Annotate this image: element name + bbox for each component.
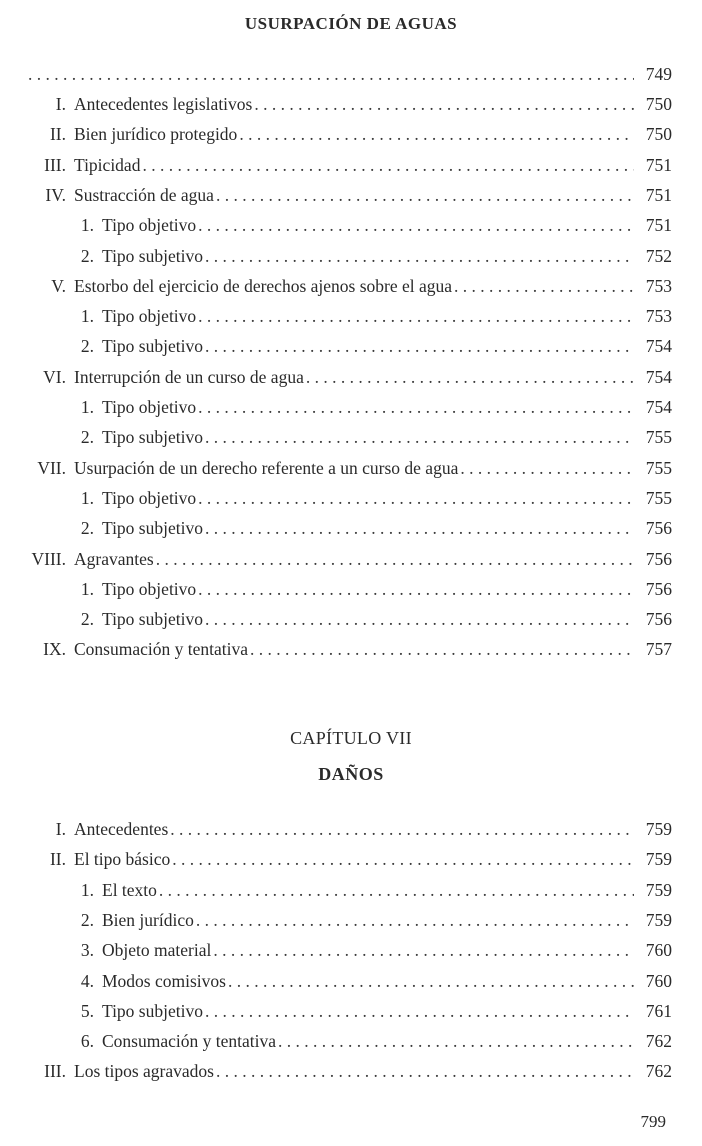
leader-dots xyxy=(454,274,634,298)
toc-entry[interactable] xyxy=(0,637,702,661)
page-folio: 799 xyxy=(640,1112,666,1131)
toc-entry-label: Consumación y tentativa xyxy=(102,1031,276,1052)
toc-entry-number: 3. xyxy=(80,940,94,961)
toc-entry-label: Bien jurídico protegido xyxy=(74,124,238,145)
toc-page-number: 759 xyxy=(645,879,672,900)
toc-page-number: 754 xyxy=(645,397,672,417)
leader-dots xyxy=(306,365,634,389)
leader-dots xyxy=(198,213,634,237)
leader-dots xyxy=(198,304,634,328)
toc-page-number: 749 xyxy=(645,64,672,84)
toc-entry-label: Tipo subjetivo xyxy=(102,518,203,539)
toc-entry[interactable] xyxy=(0,395,702,419)
toc-entry-number: III. xyxy=(44,1061,66,1082)
toc-entry[interactable] xyxy=(0,304,702,328)
toc-entry-number: 1. xyxy=(80,879,94,900)
leader-dots xyxy=(216,183,634,207)
toc-entry-label: Tipicidad xyxy=(74,154,141,175)
toc-entry[interactable] xyxy=(0,486,702,510)
section-title-danos: DAÑOS xyxy=(318,764,384,784)
toc-page-number: 751 xyxy=(645,184,672,205)
toc-page-number: 756 xyxy=(645,518,672,539)
toc-page-number: 756 xyxy=(645,578,672,599)
toc-page-number: 759 xyxy=(645,819,672,839)
toc-entry[interactable] xyxy=(0,122,702,146)
toc-entry[interactable] xyxy=(0,213,702,237)
toc-entry-label: Tipo subjetivo xyxy=(102,1000,203,1021)
toc-entry-number: VIII. xyxy=(31,548,66,569)
toc-entry-number: II. xyxy=(49,849,66,870)
toc-page-number: 762 xyxy=(645,1061,672,1082)
leader-dots xyxy=(205,999,634,1023)
leader-dots xyxy=(156,547,634,571)
toc-entry-label: Los tipos agravados xyxy=(74,1061,214,1082)
leader-dots xyxy=(198,486,634,510)
toc-page-number: 751 xyxy=(645,154,672,175)
toc-entry[interactable] xyxy=(0,878,702,902)
toc-entry-label: Tipo objetivo xyxy=(102,397,197,417)
toc-entry-number: 4. xyxy=(80,970,94,991)
toc-entry[interactable] xyxy=(0,607,702,631)
toc-entry[interactable] xyxy=(0,1059,702,1083)
toc-entry-number: VI. xyxy=(43,366,66,387)
toc-entry-label: Tipo objetivo xyxy=(102,578,197,599)
toc-entry-number: II. xyxy=(49,124,66,145)
leader-dots xyxy=(170,817,634,841)
leader-dots xyxy=(278,1029,634,1053)
toc-page-number: 760 xyxy=(645,970,672,991)
toc-entry-label: Agravantes xyxy=(74,548,154,569)
leader-dots xyxy=(254,92,634,116)
toc-entry-number: 2. xyxy=(80,245,94,266)
toc-page-number: 755 xyxy=(645,487,672,508)
toc-page-number: 761 xyxy=(645,1000,672,1021)
leader-dots xyxy=(159,878,634,902)
toc-entry-label: Antecedentes legislativos xyxy=(74,94,253,114)
toc-page-number: 750 xyxy=(645,94,672,114)
toc-entry[interactable] xyxy=(0,334,702,358)
toc-entry-number: IX. xyxy=(43,639,66,660)
leader-dots xyxy=(239,122,634,146)
toc-entry-label: El texto xyxy=(102,879,157,900)
leader-dots xyxy=(460,456,634,480)
toc-entry-label: Tipo objetivo xyxy=(102,487,197,508)
leader-dots xyxy=(198,395,634,419)
toc-entry-label: Sustracción de agua xyxy=(74,184,214,205)
toc-entry-label: Tipo subjetivo xyxy=(102,427,203,448)
toc-entry-number: 1. xyxy=(80,306,94,327)
leader-dots xyxy=(198,577,634,601)
toc-entry[interactable] xyxy=(0,244,702,268)
toc-entry-number: I. xyxy=(55,94,66,114)
toc-entry[interactable] xyxy=(0,999,702,1023)
toc-page-number: 760 xyxy=(645,940,672,961)
leader-dots xyxy=(205,607,634,631)
toc-entry-number: 2. xyxy=(80,909,94,930)
toc-page-number: 754 xyxy=(645,336,672,357)
toc-entry-label: Tipo objetivo xyxy=(102,215,197,236)
toc-page-number: 757 xyxy=(645,639,672,660)
toc-entry-number: 2. xyxy=(80,427,94,448)
toc-entry-number: III. xyxy=(44,154,66,175)
toc-entry-label: Modos comisivos xyxy=(102,970,226,991)
toc-entry-number: 2. xyxy=(80,336,94,357)
toc-entry-number: 1. xyxy=(80,215,94,236)
toc-entry-number: VII. xyxy=(37,457,66,478)
leader-dots xyxy=(172,847,634,871)
leader-dots xyxy=(216,1059,634,1083)
toc-entry-number: 2. xyxy=(80,609,94,630)
toc-entry[interactable] xyxy=(0,938,702,962)
toc-entry-number: I. xyxy=(55,819,66,839)
toc-entry-number: 1. xyxy=(80,397,94,417)
toc-entry[interactable] xyxy=(0,577,702,601)
toc-entry-label: Bien jurídico xyxy=(102,909,194,930)
toc-entry-label: Consumación y tentativa xyxy=(74,639,248,660)
toc-entry[interactable] xyxy=(0,547,702,571)
leader-dots xyxy=(205,244,634,268)
toc-entry-number: 5. xyxy=(80,1000,94,1021)
toc-page-number: 750 xyxy=(645,124,672,145)
toc-entry-label: Usurpación de un derecho referente a un curso de agua xyxy=(74,457,459,478)
toc-page-number: 755 xyxy=(645,427,672,448)
toc-page-number: 753 xyxy=(645,275,672,296)
toc-entry-label: Tipo subjetivo xyxy=(102,609,203,630)
leader-dots xyxy=(28,62,634,86)
toc-entry[interactable] xyxy=(0,365,702,389)
toc-entry[interactable] xyxy=(0,153,702,177)
leader-dots xyxy=(205,334,634,358)
toc-page-number: 752 xyxy=(645,245,672,266)
leader-dots xyxy=(250,637,634,661)
toc-page-number: 759 xyxy=(645,909,672,930)
toc-entry-label: Interrupción de un curso de agua xyxy=(74,366,304,387)
toc-entry-number: V. xyxy=(51,275,66,296)
toc-entry[interactable] xyxy=(0,456,702,480)
toc-entry[interactable] xyxy=(0,183,702,207)
toc-entry-label: Tipo subjetivo xyxy=(102,336,203,357)
toc-entry-number: 1. xyxy=(80,487,94,508)
toc-page-number: 756 xyxy=(645,609,672,630)
toc-entry-label: El tipo básico xyxy=(74,849,171,870)
toc-entry[interactable] xyxy=(0,274,702,298)
leader-dots xyxy=(196,908,634,932)
leader-dots xyxy=(205,425,634,449)
toc-entry-label: Tipo subjetivo xyxy=(102,245,203,266)
section-title-usurpacion: USURPACIÓN DE AGUAS xyxy=(244,14,458,33)
leader-dots xyxy=(205,516,634,540)
toc-entry-label: Antecedentes xyxy=(74,819,169,839)
toc-entry-number: IV. xyxy=(45,184,66,205)
toc-entry[interactable] xyxy=(0,969,702,993)
toc-page-number: 751 xyxy=(645,215,672,236)
toc-page-number: 762 xyxy=(645,1031,672,1052)
toc-page-number: 759 xyxy=(645,849,672,870)
toc-entry-number: 1. xyxy=(80,578,94,599)
leader-dots xyxy=(142,153,634,177)
toc-entry-label: Estorbo del ejercicio de derechos ajenos sobre el agua xyxy=(74,275,453,296)
toc-page-number: 753 xyxy=(645,306,672,327)
toc-entry[interactable] xyxy=(0,847,702,871)
toc-entry[interactable] xyxy=(0,908,702,932)
toc-entry-number: 2. xyxy=(80,518,94,539)
chapter-heading: CAPÍTULO VII xyxy=(290,728,412,748)
toc-entry[interactable] xyxy=(0,425,702,449)
toc-entry[interactable] xyxy=(0,92,702,116)
toc-page-number: 756 xyxy=(645,548,672,569)
toc-page-number: 754 xyxy=(645,366,672,387)
toc-entry[interactable] xyxy=(0,1029,702,1053)
toc-entry-label: Objeto material xyxy=(102,940,212,961)
toc-intro-row[interactable] xyxy=(0,62,702,86)
toc-entry[interactable] xyxy=(0,817,702,841)
toc-entry[interactable] xyxy=(0,516,702,540)
leader-dots xyxy=(213,938,634,962)
toc-entry-label: Tipo objetivo xyxy=(102,306,197,327)
toc-entry-number: 6. xyxy=(80,1031,94,1052)
leader-dots xyxy=(228,969,634,993)
toc-page-number: 755 xyxy=(645,457,672,478)
